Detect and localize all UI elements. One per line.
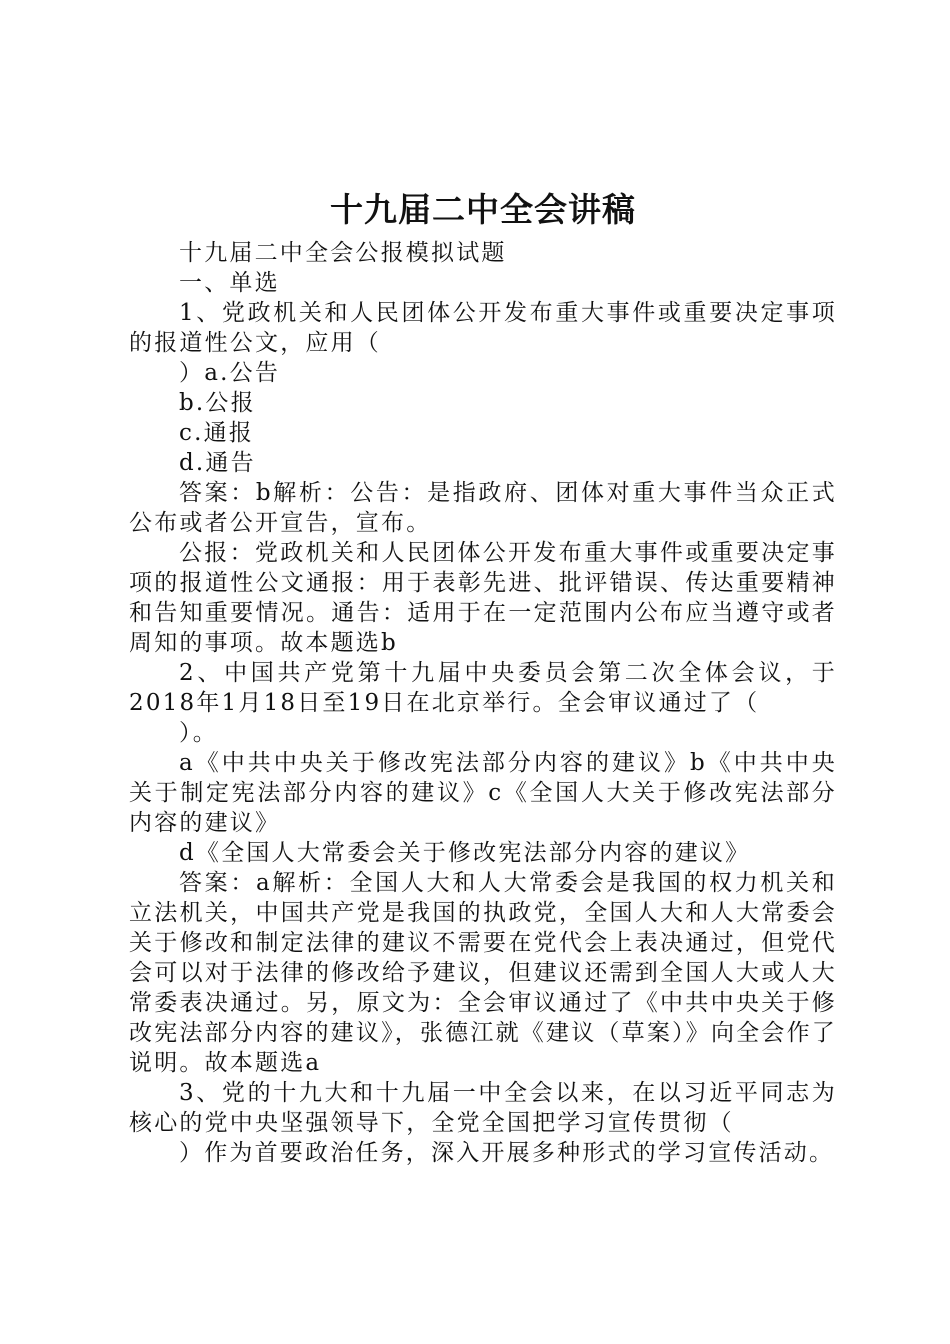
paragraph-question-2: 2、中国共产党第十九届中央委员会第二次全体会议，于2018年1月18日至19日在北京举行。全会审议通过了（ (129, 660, 837, 716)
paragraph-question-1: 1、党政机关和人民团体公开发布重大事件或重要决定事项的报道性公文，应用（ (129, 300, 837, 356)
paragraph-q1-option-a: ）a.公告 (179, 360, 281, 386)
paragraph-subtitle: 十九届二中全会公报模拟试题 (179, 240, 507, 266)
paragraph-section-heading: 一、单选 (179, 270, 280, 296)
paragraph-q1-answer: 答案：b解析：公告：是指政府、团体对重大事件当众正式公布或者公开宣告，宣布。 (129, 480, 837, 536)
paragraph-question-3: 3、党的十九大和十九届一中全会以来，在以习近平同志为核心的党中央坚强领导下，全党全国把学习宣传贯彻（ (129, 1080, 837, 1136)
paragraph-q2-answer: 答案：a解析：全国人大和人大常委会是我国的权力机关和立法机关，中国共产党是我国的执政党，全国人大和人大常委会关于修改和制定法律的建议不需要在党代会上表决通过，但党代会可以对于法律的修改给予建议，但建议还需到全国人大或人大常委表决通过。另，原文为：全会审议通过了《中共中央关于修改宪法部分内容的建议》，张德江就《建议（草案）》向全会作了说明。故本题选a (129, 870, 837, 1076)
paragraph-q1-option-c: c.通报 (179, 420, 254, 446)
paragraph-q3-blank: ）作为首要政治任务，深入开展多种形式的学习宣传活动。 (179, 1140, 835, 1166)
paragraph-q2-blank: ）。 (179, 720, 218, 746)
paragraph-q1-option-d: d.通告 (179, 450, 256, 476)
document-title: 十九届二中全会讲稿 (330, 190, 636, 229)
document-body (129, 238, 837, 1168)
paragraph-q1-explanation: 公报：党政机关和人民团体公开发布重大事件或重要决定事项的报道性公文通报：用于表彰先进、批评错误、传达重要精神和告知重要情况。通告：适用于在一定范围内公布应当遵守或者周知的事项。故本题选b (129, 540, 837, 656)
paragraph-q2-options-abc: a《中共中央关于修改宪法部分内容的建议》b《中共中央关于制定宪法部分内容的建议》c《全国人大关于修改宪法部分内容的建议》 (129, 750, 837, 836)
paragraph-q2-option-d: d《全国人大常委会关于修改宪法部分内容的建议》 (179, 840, 751, 866)
paragraph-q1-option-b: b.公报 (179, 390, 256, 416)
